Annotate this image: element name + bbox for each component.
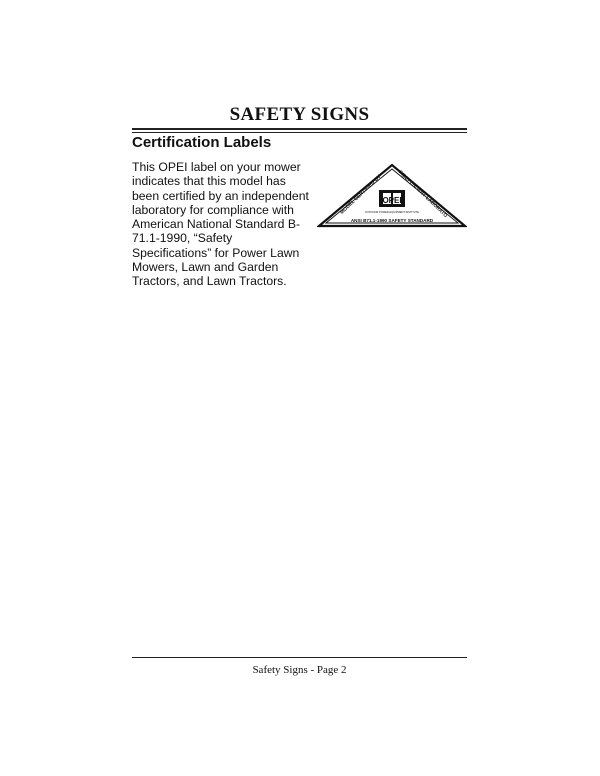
page-title: SAFETY SIGNS <box>229 104 370 125</box>
footer-rule <box>132 657 467 658</box>
label-bottom-text: ANSI B71.1-1990 SAFETY STANDARD <box>350 218 434 223</box>
label-left-text: MODEL CERTIFIED BY <box>339 173 383 216</box>
certification-body-text: This OPEI label on your mower indicates that this model has been certified by an independent laboratory for compliance with American National Standard B-71.1-1990, “Safety Specifications” for Power Lawn Mowers, Lawn and Garden Tractors, and Lawn Tractors. <box>132 160 309 289</box>
opei-logo <box>379 190 405 207</box>
section-heading: Certification Labels <box>132 134 272 151</box>
opei-certification-label <box>317 163 467 233</box>
svg-text:OPEI: OPEI <box>382 196 402 205</box>
title-rule-thin <box>132 132 467 133</box>
page-footer: Safety Signs - Page 2 <box>252 664 347 676</box>
label-right-text: INDEPENDENT LABORATO <box>397 169 449 219</box>
title-rule-thick <box>132 128 467 130</box>
label-small-text: OUTDOOR POWER EQUIPMENT INSTITUTE <box>365 211 419 214</box>
